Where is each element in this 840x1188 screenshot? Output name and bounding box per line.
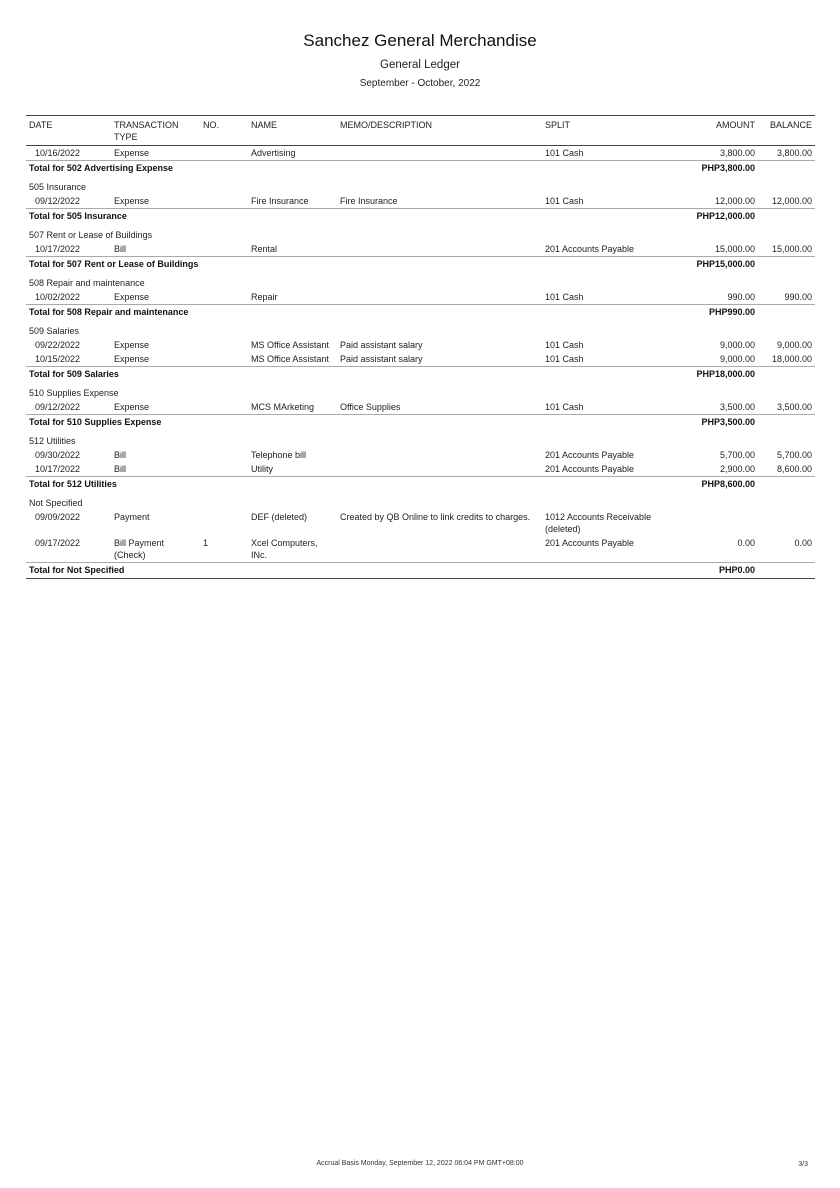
account-header-row (26, 320, 815, 338)
col-header-name: NAME (248, 116, 337, 146)
total-label: Total for 502 Advertising Expense (26, 161, 675, 177)
cell-balance: 0.00 (794, 538, 812, 548)
cell-split: 101 Cash (545, 354, 584, 364)
cell-amount: 9,000.00 (719, 354, 755, 364)
col-header-date: DATE (26, 116, 111, 146)
cell-name: Fire Insurance (251, 196, 309, 206)
cell-name: Repair (251, 292, 278, 302)
transaction-row (26, 290, 815, 305)
total-amount: PHP3,500.00 (675, 415, 758, 431)
total-amount: PHP3,800.00 (675, 161, 758, 177)
cell-amount: 3,500.00 (719, 402, 755, 412)
cell-transaction-type: Bill (114, 244, 127, 254)
total-balance-empty (758, 209, 815, 225)
cell-balance (758, 510, 815, 536)
account-header-row (26, 224, 815, 242)
cell-memo (337, 448, 542, 462)
cell-amount: 15,000.00 (714, 244, 755, 254)
cell-memo (337, 242, 542, 257)
cell-transaction-type: Bill (114, 450, 127, 460)
cell-name: MS Office Assistant (251, 340, 329, 350)
cell-balance: 12,000.00 (771, 196, 812, 206)
account-name: 509 Salaries (29, 326, 80, 336)
account-name: 510 Supplies Expense (29, 388, 119, 398)
cell-date: 09/17/2022 (35, 538, 81, 548)
cell-transaction-type: Expense (114, 354, 150, 364)
account-name: Not Specified (29, 498, 83, 508)
cell-memo: Created by QB Online to link credits to charges. (340, 512, 531, 522)
cell-date: 09/22/2022 (35, 340, 81, 350)
cell-no (200, 194, 248, 209)
cell-memo: Paid assistant salary (340, 354, 423, 364)
cell-no (200, 510, 248, 536)
total-balance-empty (758, 161, 815, 177)
total-label: Total for 505 Insurance (26, 209, 675, 225)
cell-split: 101 Cash (545, 196, 584, 206)
transaction-row (26, 352, 815, 367)
account-header-row (26, 176, 815, 194)
col-header-memo: MEMO/DESCRIPTION (337, 116, 542, 146)
cell-split: 201 Accounts Payable (545, 244, 635, 254)
cell-name: Rental (251, 244, 278, 254)
cell-transaction-type: Expense (114, 292, 150, 302)
cell-transaction-type: Expense (114, 340, 150, 350)
cell-transaction-type: Expense (114, 148, 150, 158)
total-label: Total for 512 Utilities (26, 477, 675, 493)
cell-split: 1012 Accounts Receivable (deleted) (545, 512, 652, 534)
account-total-row (26, 161, 815, 177)
cell-no (200, 352, 248, 367)
cell-date: 10/17/2022 (35, 244, 81, 254)
cell-balance: 3,500.00 (776, 402, 812, 412)
cell-date: 10/15/2022 (35, 354, 81, 364)
cell-balance: 8,600.00 (776, 464, 812, 474)
footer-basis: Accrual Basis Monday, September 12, 2022 06:04 PM GMT+08:00 (316, 1160, 524, 1167)
cell-split: 101 Cash (545, 402, 584, 412)
transaction-row (26, 146, 815, 161)
cell-no (200, 448, 248, 462)
cell-split: 101 Cash (545, 148, 584, 158)
total-label: Total for 510 Supplies Expense (26, 415, 675, 431)
cell-split: 101 Cash (545, 340, 584, 350)
cell-split: 201 Accounts Payable (545, 450, 635, 460)
cell-transaction-type: Expense (114, 196, 150, 206)
cell-date: 09/30/2022 (35, 450, 81, 460)
total-balance-empty (758, 257, 815, 273)
cell-memo: Paid assistant salary (340, 340, 423, 350)
cell-date: 09/12/2022 (35, 402, 81, 412)
transaction-row (26, 510, 815, 536)
cell-date: 10/02/2022 (35, 292, 81, 302)
cell-balance: 3,800.00 (776, 148, 812, 158)
cell-memo (337, 536, 542, 563)
total-label: Total for 507 Rent or Lease of Buildings (26, 257, 675, 273)
cell-no (200, 400, 248, 415)
cell-balance: 5,700.00 (776, 450, 812, 460)
cell-memo (337, 290, 542, 305)
cell-date: 10/16/2022 (35, 148, 81, 158)
cell-balance: 9,000.00 (776, 340, 812, 350)
account-total-row (26, 367, 815, 383)
cell-balance: 18,000.00 (771, 354, 812, 364)
total-amount: PHP18,000.00 (675, 367, 758, 383)
transaction-row (26, 448, 815, 462)
cell-no (200, 242, 248, 257)
total-label: Total for 509 Salaries (26, 367, 675, 383)
account-name: 505 Insurance (29, 182, 87, 192)
cell-date: 10/17/2022 (35, 464, 81, 474)
cell-transaction-type: Bill Payment (Check) (114, 538, 165, 560)
total-balance-empty (758, 415, 815, 431)
account-total-row (26, 477, 815, 493)
cell-amount: 12,000.00 (714, 196, 755, 206)
cell-split: 201 Accounts Payable (545, 538, 635, 548)
cell-no: 1 (203, 538, 209, 548)
total-amount: PHP0.00 (675, 563, 758, 579)
transaction-row (26, 194, 815, 209)
account-header-row (26, 430, 815, 448)
cell-name: DEF (deleted) (251, 512, 308, 522)
cell-memo (337, 146, 542, 161)
cell-name: Utility (251, 464, 273, 474)
cell-split: 101 Cash (545, 292, 584, 302)
total-label: Total for Not Specified (26, 563, 675, 579)
cell-name: MS Office Assistant (251, 354, 329, 364)
account-total-row (26, 209, 815, 225)
cell-no (200, 338, 248, 352)
cell-split: 201 Accounts Payable (545, 464, 635, 474)
transaction-row (26, 462, 815, 477)
cell-date: 09/09/2022 (35, 512, 81, 522)
account-header-row (26, 272, 815, 290)
total-amount: PHP8,600.00 (675, 477, 758, 493)
account-header-row (26, 492, 815, 510)
cell-date: 09/12/2022 (35, 196, 81, 206)
cell-no (200, 290, 248, 305)
total-amount: PHP12,000.00 (675, 209, 758, 225)
cell-transaction-type: Expense (114, 402, 150, 412)
cell-no (200, 146, 248, 161)
cell-amount: 0.00 (737, 538, 755, 548)
cell-name: Telephone bill (251, 450, 307, 460)
account-total-row (26, 415, 815, 431)
cell-amount: 3,800.00 (719, 148, 755, 158)
cell-amount: 990.00 (727, 292, 755, 302)
total-balance-empty (758, 477, 815, 493)
account-name: 512 Utilities (29, 436, 76, 446)
ledger-table (26, 115, 815, 579)
account-name: 507 Rent or Lease of Buildings (29, 230, 153, 240)
cell-memo: Fire Insurance (340, 196, 398, 206)
cell-name: Xcel Computers, INc. (251, 538, 318, 560)
col-header-split: SPLIT (542, 116, 675, 146)
col-header-no: NO. (200, 116, 248, 146)
transaction-row (26, 536, 815, 563)
col-header-transaction-type: TRANSACTION TYPE (111, 116, 200, 146)
account-name: 508 Repair and maintenance (29, 278, 145, 288)
transaction-row (26, 242, 815, 257)
col-header-balance: BALANCE (758, 116, 815, 146)
cell-transaction-type: Bill (114, 464, 127, 474)
total-amount: PHP990.00 (675, 305, 758, 321)
cell-balance: 15,000.00 (771, 244, 812, 254)
account-total-row (26, 257, 815, 273)
total-balance-empty (758, 305, 815, 321)
footer-page-number: 3/3 (798, 1161, 808, 1168)
cell-memo (337, 462, 542, 477)
transaction-row (26, 338, 815, 352)
cell-name: MCS MArketing (251, 402, 315, 412)
cell-memo: Office Supplies (340, 402, 401, 412)
account-header-row (26, 382, 815, 400)
total-amount: PHP15,000.00 (675, 257, 758, 273)
account-total-row (26, 305, 815, 321)
cell-amount: 9,000.00 (719, 340, 755, 350)
column-header-row (26, 116, 815, 146)
cell-no (200, 462, 248, 477)
report-period: September - October, 2022 (359, 78, 481, 89)
cell-amount (675, 510, 758, 536)
total-balance-empty (758, 367, 815, 383)
transaction-row (26, 400, 815, 415)
total-label: Total for 508 Repair and maintenance (26, 305, 675, 321)
total-balance-empty (758, 563, 815, 579)
cell-amount: 5,700.00 (719, 450, 755, 460)
company-name: Sanchez General Merchandise (303, 31, 537, 50)
ledger-body (26, 146, 815, 579)
cell-balance: 990.00 (784, 292, 812, 302)
cell-amount: 2,900.00 (719, 464, 755, 474)
report-title: General Ledger (380, 59, 460, 71)
account-total-row (26, 563, 815, 579)
col-header-amount: AMOUNT (675, 116, 758, 146)
cell-transaction-type: Payment (114, 512, 150, 522)
cell-name: Advertising (251, 148, 296, 158)
